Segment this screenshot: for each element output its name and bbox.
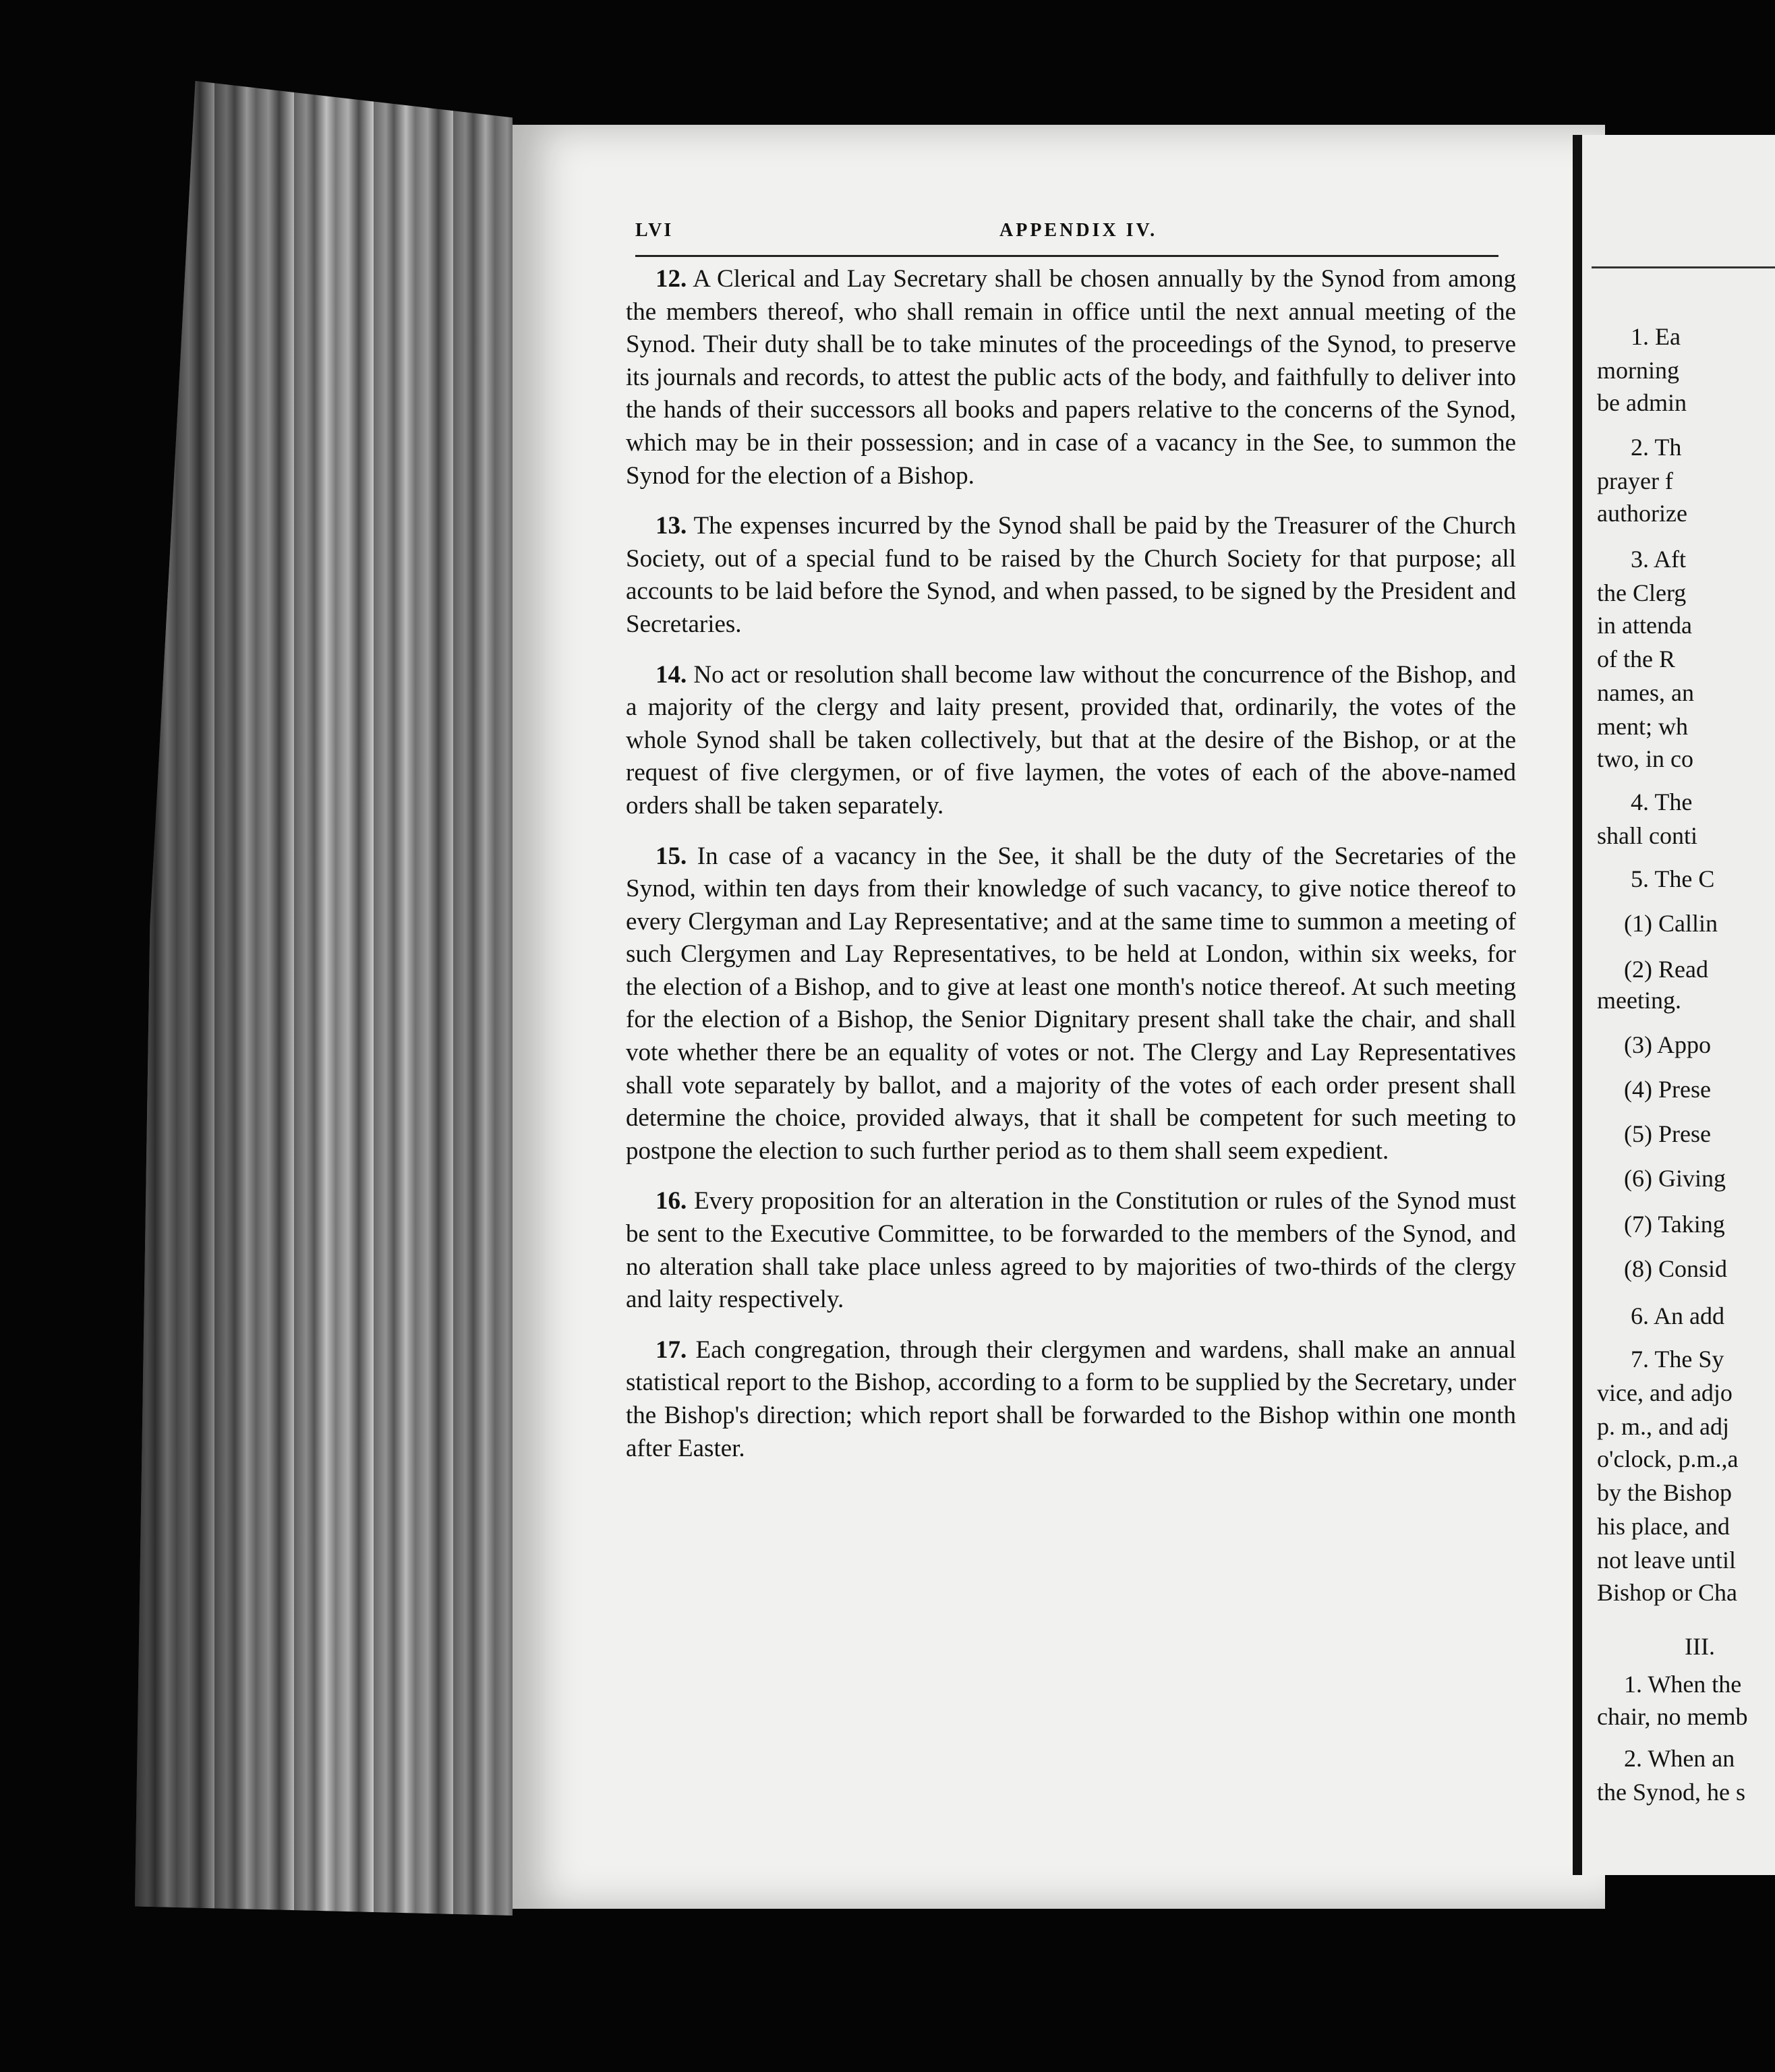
facing-page-line: prayer f [1597, 467, 1673, 494]
facing-page-line: 3. Aft [1631, 546, 1687, 573]
page-title: APPENDIX IV. [999, 220, 1158, 241]
paragraph-17: 17. Each congregation, through their clergymen and wardens, shall make an annual statistical report to the Bishop, according to a form to be supplied by the Secretary, under the Bishop's direction; which report shall be forwarded to the Bishop within one month after Easter. [626, 1335, 1516, 1462]
facing-page-line: authorize [1597, 500, 1687, 527]
facing-page-line: morning [1597, 357, 1679, 384]
facing-page-line: his place, and [1597, 1513, 1730, 1540]
body-text [626, 263, 1516, 1483]
facing-page-line: o'clock, p.m.,a [1597, 1445, 1739, 1472]
paragraph-16: 16. Every proposition for an alteration in the Constitution or rules of the Synod must be sent to the Executive Committee, to be forwarded to the members of the Synod, and no alteration shall take place unless agreed to by majorities of two-thirds of the clergy and laity respectively. [626, 1187, 1516, 1314]
facing-page-line: not leave until [1597, 1547, 1736, 1574]
paragraph-text: Each congregation, through their clergymen and wardens, shall make an annual statistical report to the Bishop, according to a form to be supplied by the Secretary, under the Bishop's direction; which report shall be forwarded to the Bishop within one month after Easter. [626, 1335, 1516, 1462]
facing-page-line: the Clerg [1597, 579, 1687, 606]
paragraph-text: The expenses incurred by the Synod shall be paid by the Treasurer of the Church Society, out of a special fund to be raised by the Church Society for that purpose; all accounts to be laid before the Synod, and when passed, to be signed by the President and Secretaries. [626, 512, 1516, 638]
facing-page-line: names, an [1597, 679, 1694, 706]
facing-page-line: by the Bishop [1597, 1479, 1733, 1506]
facing-page-line: vice, and adjo [1597, 1379, 1733, 1406]
facing-page-line: (5) Prese [1624, 1120, 1711, 1147]
facing-page-line: be admin [1597, 389, 1687, 416]
facing-page-line: of the R [1597, 645, 1675, 672]
facing-page-line: (2) Read [1624, 956, 1708, 983]
paragraph-text: A Clerical and Lay Secretary shall be chosen annually by the Synod from among the members thereof, who shall remain in office until the next annual meeting of the Synod. Their duty shall be to take minutes of the proceedings of the Synod, to preserve its journals and records, to attest the public acts of the body, and faithfully to deliver into the hands of their successors all books and papers relative to the concerns of the Synod, which may be in their possession; and in case of a vacancy in the See, to summon the Synod for the election of a Bishop. [626, 265, 1516, 490]
paragraph-14: 14. No act or resolution shall become law without the concurrence of the Bishop, and a majority of the clergy and laity present, provided that, ordinarily, the votes of the whole Synod shall be taken collectively, but that at the desire of the Bishop, or at the request of five clergymen, or of five laymen, the votes of each of the above-named orders shall be taken separately. [626, 660, 1516, 819]
paragraph-text: Every proposition for an alteration in the Constitution or rules of the Synod must be sent to the Executive Committee, to be forwarded to the members of the Synod, and no alteration shall take place unless agreed to by majorities of two-thirds of the clergy and laity respectively. [626, 1187, 1516, 1314]
running-head [635, 214, 1498, 257]
facing-page-line: (3) Appo [1624, 1031, 1711, 1058]
paragraph-text: No act or resolution shall become law without the concurrence of the Bishop, and a majority of the clergy and laity present, provided that, ordinarily, the votes of the whole Synod shall be taken collectively, but that at the desire of the Bishop, or at the request of five clergymen, or of five laymen, the votes of each of the above-named orders shall be taken separately. [626, 660, 1516, 819]
facing-page-rule [1592, 266, 1775, 268]
facing-page-line: shall conti [1597, 822, 1697, 849]
facing-page-line: in attenda [1597, 612, 1692, 639]
facing-page-line: (1) Callin [1624, 910, 1718, 937]
facing-page-line: 5. The C [1631, 865, 1715, 892]
facing-page-line: (7) Taking [1624, 1211, 1725, 1238]
facing-page-line: III. [1685, 1633, 1715, 1660]
facing-page-line: meeting. [1597, 987, 1681, 1014]
facing-page-line: 1. Ea [1631, 323, 1681, 350]
paragraph-15: 15. In case of a vacancy in the See, it shall be the duty of the Secretaries of the Synod, within ten days from their knowledge of such vacancy, to give notice thereof to every Clergyman and Lay Representative; and at the same time to summon a meeting of such Clergymen and Lay Representatives, to be held at London, within six weeks, for the election of a Bishop, and to give at least one month's notice thereof. At such meeting for the election of a Bishop, the Senior Dignitary present shall take the chair, and shall vote whether there be an equality of votes or not. The Clergy and Lay Representatives shall vote separately by ballot, and a majority of the votes of each order present shall determine the choice, provided always, that it shall be competent for such meeting to postpone the election to such further period as to them shall seem expedient. [626, 842, 1516, 1165]
facing-page-line: two, in co [1597, 745, 1693, 772]
facing-page-line: (6) Giving [1624, 1165, 1726, 1192]
page-number: LVI [635, 220, 674, 241]
facing-page-line: 2. When an [1624, 1745, 1735, 1772]
facing-page-line: p. m., and adj [1597, 1413, 1729, 1440]
facing-page-line: ment; wh [1597, 713, 1688, 740]
facing-page-line: 2. Th [1631, 434, 1682, 461]
facing-page-line: 4. The [1631, 788, 1693, 815]
facing-page-line: 1. When the [1624, 1671, 1742, 1698]
page-edge-shadow [135, 81, 513, 1916]
facing-page-line: chair, no memb [1597, 1703, 1748, 1730]
facing-page-line: 7. The Sy [1631, 1346, 1724, 1373]
facing-page-line: the Synod, he s [1597, 1779, 1745, 1806]
facing-page-line: (8) Consid [1624, 1255, 1727, 1282]
paragraph-13: 13. The expenses incurred by the Synod shall be paid by the Treasurer of the Church Society, out of a special fund to be raised by the Church Society for that purpose; all accounts to be laid before the Synod, and when passed, to be signed by the President and Secretaries. [626, 512, 1516, 638]
paragraph-text: In case of a vacancy in the See, it shall be the duty of the Secretaries of the Synod, within ten days from their knowledge of such vacancy, to give notice thereof to every Clergyman and Lay Representative; and at the same time to summon a meeting of such Clergymen and Lay Representatives, to be held at London, within six weeks, for the election of a Bishop, and to give at least one month's notice thereof. At such meeting for the election of a Bishop, the Senior Dignitary present shall take the chair, and shall vote whether there be an equality of votes or not. The Clergy and Lay Representatives shall vote separately by ballot, and a majority of the votes of each order present shall determine the choice, provided always, that it shall be competent for such meeting to postpone the election to such further period as to them shall seem expedient. [626, 842, 1516, 1165]
facing-page-line: 6. An add [1631, 1302, 1724, 1329]
facing-page-line: (4) Prese [1624, 1076, 1711, 1103]
paragraph-12: 12. A Clerical and Lay Secretary shall be chosen annually by the Synod from among the members thereof, who shall remain in office until the next annual meeting of the Synod. Their duty shall be to take minutes of the proceedings of the Synod, to preserve its journals and records, to attest the public acts of the body, and faithfully to deliver into the hands of their successors all books and papers relative to the concerns of the Synod, which may be in their possession; and in case of a vacancy in the See, to summon the Synod for the election of a Bishop. [626, 265, 1516, 490]
facing-page-line: Bishop or Cha [1597, 1579, 1738, 1606]
